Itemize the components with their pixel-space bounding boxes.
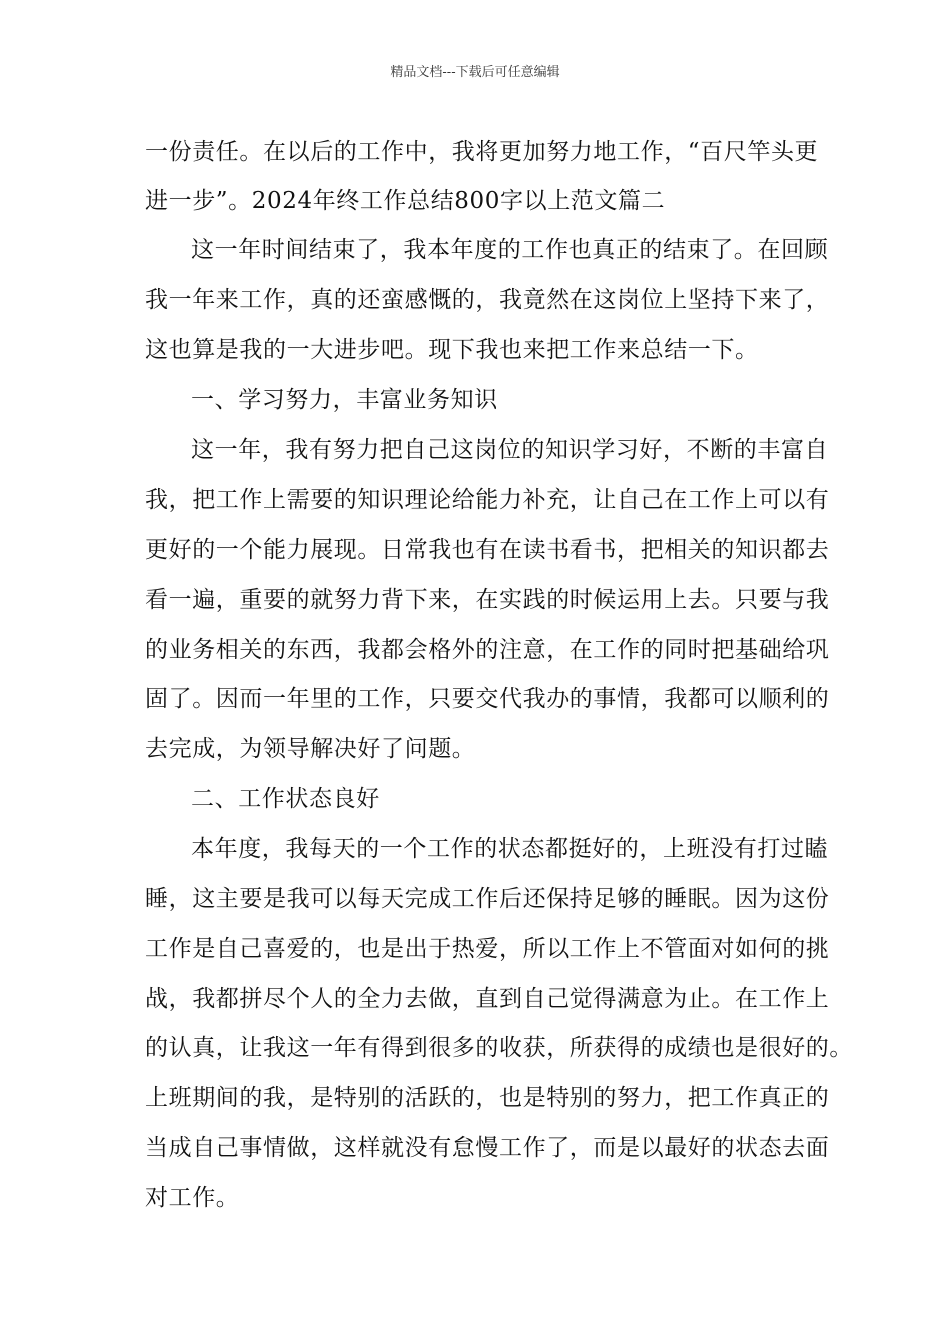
text-line: 我，把工作上需要的知识理论给能力补充，让自己在工作上可以有	[145, 487, 830, 513]
text-line: 这一年时间结束了，我本年度的工作也真正的结束了。在回顾	[191, 237, 829, 263]
text-line: 固了。因而一年里的工作，只要交代我办的事情，我都可以顺利的	[145, 686, 830, 712]
text-line: 对工作。	[145, 1185, 240, 1211]
section-heading: 一、学习努力，丰富业务知识	[191, 387, 498, 413]
text-line: 更好的一个能力展现。日常我也有在读书看书，把相关的知识都去	[145, 537, 830, 563]
text-line: 看一遍，重要的就努力背下来，在实践的时候运用上去。只要与我	[145, 587, 830, 613]
text-line: 的业务相关的东西，我都会格外的注意，在工作的同时把基础给巩	[145, 637, 830, 663]
text-line: 一份责任。在以后的工作中，我将更加努力地工作，“百尺竿头更	[145, 139, 819, 165]
text-line: 去完成，为领导解决好了问题。	[145, 736, 476, 762]
text-line: 上班期间的我，是特别的活跃的，也是特别的努力，把工作真正的	[145, 1085, 830, 1111]
text-line: 工作是自己喜爱的，也是出于热爱，所以工作上不管面对如何的挑	[145, 936, 830, 962]
text-line: 我一年来工作，真的还蛮感慨的，我竟然在这岗位上坚持下来了，	[145, 287, 830, 313]
text-line: 这也算是我的一大进步吧。现下我也来把工作来总结一下。	[145, 337, 759, 363]
text-line: 这一年，我有努力把自己这岗位的知识学习好，不断的丰富自	[191, 437, 829, 463]
text-line: 当成自己事情做，这样就没有怠慢工作了，而是以最好的状态去面	[145, 1135, 830, 1161]
text-line: 的认真，让我这一年有得到很多的收获，所获得的成绩也是很好的。	[145, 1035, 853, 1061]
text-line: 战，我都拼尽个人的全力去做，直到自己觉得满意为止。在工作上	[145, 986, 830, 1012]
text-line: 本年度，我每天的一个工作的状态都挺好的，上班没有打过瞌	[191, 836, 829, 862]
text-line: 睡，这主要是我可以每天完成工作后还保持足够的睡眠。因为这份	[145, 886, 830, 912]
page-header: 精品文档---下载后可任意编辑	[390, 65, 560, 80]
section-heading: 二、工作状态良好	[191, 786, 380, 812]
text-line: 进一步”。2024年终工作总结800字以上范文篇二	[145, 188, 666, 214]
